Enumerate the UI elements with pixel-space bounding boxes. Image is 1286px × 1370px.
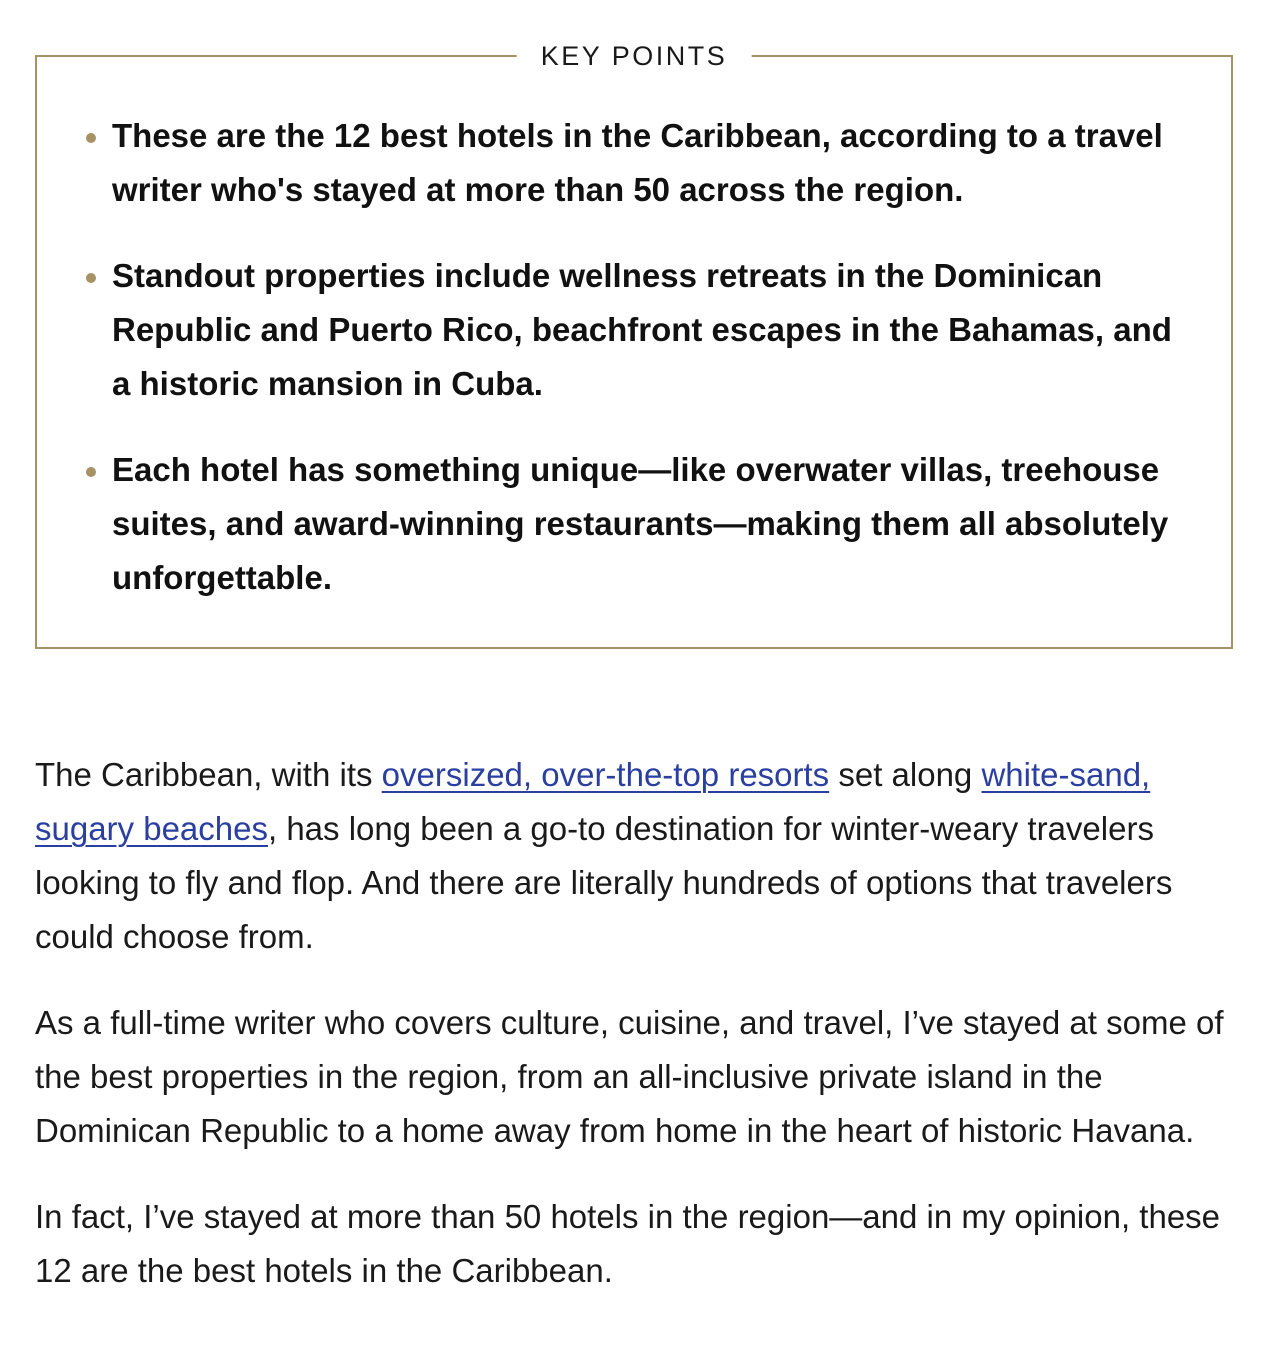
- paragraph-text: The Caribbean, with its: [35, 756, 382, 793]
- key-points-heading: KEY POINTS: [517, 39, 752, 73]
- resorts-link[interactable]: oversized, over-the-top resorts: [381, 756, 830, 793]
- article-paragraph-author: As a full-time writer who covers culture, cuisine, and travel, I’ve stayed at some of the best properties in the region, from an all-inclusive private island in the Dominican Republic to a home away from home in the heart of historic Havana.: [35, 1004, 1224, 1149]
- key-point-text: These are the 12 best hotels in the Caribbean, according to a travel writer who's stayed at more than 50 across the region.: [112, 117, 1163, 208]
- key-point-item: [37, 249, 1231, 411]
- paragraph-text: set along: [829, 756, 982, 793]
- bullet-dot-icon: [86, 273, 96, 283]
- key-point-text: Each hotel has something unique—like overwater villas, treehouse suites, and award-winning restaurants—making them all absolutely unforgettable.: [112, 451, 1169, 596]
- key-point-text: Standout properties include wellness retreats in the Dominican Republic and Puerto Rico, beachfront escapes in the Bahamas, and a historic mansion in Cuba.: [112, 257, 1172, 402]
- key-point-item: [37, 109, 1231, 217]
- article-paragraph-conclusion: In fact, I’ve stayed at more than 50 hotels in the region—and in my opinion, these 12 are the best hotels in the Caribbean.: [35, 1198, 1221, 1289]
- paragraph-text: , has long been a go-to destination for winter-weary travelers looking to fly and flop. And there are literally hundreds of options that travelers could choose from.: [35, 810, 1173, 955]
- bullet-dot-icon: [86, 133, 96, 143]
- article-paragraph-intro: [35, 748, 1235, 964]
- key-points-box: [35, 41, 1233, 649]
- beaches-link[interactable]: white-sand, sugary beaches: [35, 756, 1151, 847]
- key-point-item: [37, 443, 1231, 605]
- bullet-dot-icon: [86, 467, 96, 477]
- key-points-list: [37, 109, 1231, 637]
- article-body: [35, 748, 1235, 1330]
